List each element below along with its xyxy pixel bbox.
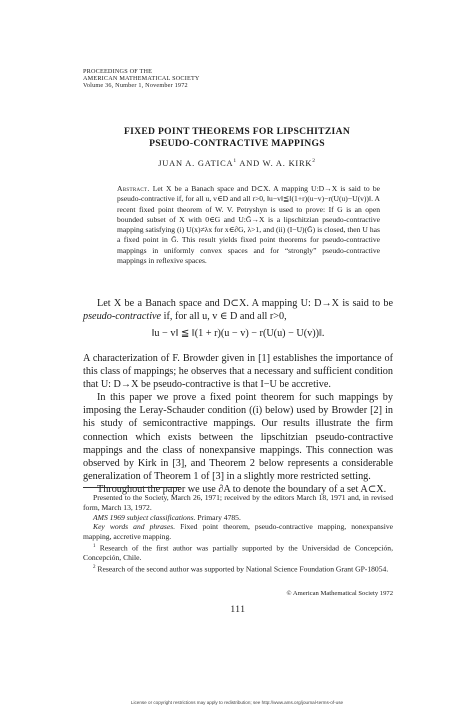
body-text bbox=[83, 352, 393, 496]
footnote-1-mark: 1 bbox=[93, 543, 96, 549]
term-pseudo-contractive: pseudo-contractive bbox=[83, 311, 162, 323]
body-p1-part-b: if, for all u, v ∈ D and all r>0, bbox=[161, 311, 287, 323]
journal-line-2: AMERICAN MATHEMATICAL SOCIETY bbox=[83, 75, 200, 83]
copyright-notice: © American Mathematical Society 1972 bbox=[286, 590, 393, 597]
paper-title bbox=[60, 126, 414, 150]
footnote-1-text: Research of the first author was partially supported by the Universidad de Concepción, Concepción, Chile. bbox=[83, 543, 393, 563]
ams-value: Primary 4785. bbox=[195, 512, 241, 522]
keywords-label: Key words and phrases. bbox=[93, 522, 176, 532]
footnote-2 bbox=[83, 563, 393, 574]
author-1: JUAN A. GATICA bbox=[158, 158, 234, 168]
license-notice: License or copyright restrictions may apply to redistribution; see http://www.ams.org/journal-terms-of-use bbox=[130, 700, 344, 705]
body-paragraph-1 bbox=[83, 297, 393, 323]
title-line-1: FIXED POINT THEOREMS FOR LIPSCHITZIAN bbox=[123, 126, 351, 137]
author-2: W. A. KIRK bbox=[262, 158, 313, 168]
footnote-1 bbox=[83, 542, 393, 563]
author-conjunction: AND bbox=[239, 158, 260, 168]
body-paragraph-2: A characterization of F. Browder given in [1] establishes the importance of this class of mappings; he observes that a necessary and sufficient condition that U: D→X be pseudo-contractive is that I−U be accretive. bbox=[83, 353, 393, 391]
footnote-received: Presented to the Society, March 26, 1971; received by the editors March 18, 1971 and, in revised form, March 13, 1972. bbox=[83, 493, 393, 512]
abstract bbox=[117, 184, 380, 266]
footnote-rule bbox=[83, 487, 181, 488]
author-1-footnote-mark: 1 bbox=[233, 158, 237, 164]
author-line bbox=[60, 158, 414, 168]
journal-line-3: Volume 36, Number 1, November 1972 bbox=[83, 82, 188, 90]
ams-label: AMS 1969 subject classifications. bbox=[93, 512, 196, 522]
body-paragraph-4: Throughout the paper we use ∂A to denote the boundary of a set A⊂X. bbox=[97, 483, 387, 495]
abstract-label: Abstract. bbox=[117, 184, 150, 193]
author-2-footnote-mark: 2 bbox=[312, 158, 316, 164]
title-line-2: PSEUDO-CONTRACTIVE MAPPINGS bbox=[149, 138, 325, 149]
keywords-value: Fixed point theorem, pseudo-contractive mapping, nonexpansive mapping, accretive mapping. bbox=[83, 522, 393, 542]
body-paragraph-3: In this paper we prove a fixed point theorem for such mappings by imposing the Leray-Schauder condition ((i) below) used by Browder [2] in his study of semicontractive mappings. Our results illustrate the firm connection which exists between the lipschitzian pseudo-contractive mappings and the class of nonexpansive mappings. This connection was observed by Kirk in [3], and Theorem 2 below represents a considerable generalization of Theorem 1 of [3] in a slightly more restricted setting. bbox=[83, 392, 393, 482]
abstract-text: Let X be a Banach space and D⊂X. A mapping U:D→X is said to be pseudo-contractive if, for all u, v∈D and all r>0, ‖u−v‖≦‖(1+r)(u−v)−r(U(u)−U(v))‖. A recent fixed point theorem of W. V. Petryshyn is used to prove: If G is an open bounded subset of X with 0∈G and U:Ḡ→X is a lipschitzian pseudo-contractive mapping satisfying (i) U(x)≠λx for x∈∂G, λ>1, and (ii) (I−U)(Ḡ) is closed, then U has a fixed point in Ḡ. This result yields fixed point theorems for pseudo-contractive mappings in uniformly convex spaces and for “strongly” pseudo-contractive mappings in reflexive spaces. bbox=[117, 184, 381, 266]
journal-header bbox=[83, 68, 200, 90]
page-number: 111 bbox=[230, 605, 246, 615]
footnote-ams bbox=[83, 513, 393, 523]
footnote-keywords bbox=[83, 522, 393, 542]
body-p1-part-a: Let X be a Banach space and D⊂X. A mapping U: D→X is said to be bbox=[97, 298, 393, 309]
journal-line-1: PROCEEDINGS OF THE bbox=[83, 68, 153, 75]
footnote-2-mark: 2 bbox=[93, 565, 96, 571]
footnotes bbox=[83, 493, 393, 574]
footnote-2-text: Research of the second author was supported by National Science Foundation Grant GP-18054. bbox=[95, 564, 389, 574]
display-formula: ‖u − v‖ ≦ ‖(1 + r)(u − v) − r(U(u) − U(v))‖. bbox=[151, 328, 325, 339]
